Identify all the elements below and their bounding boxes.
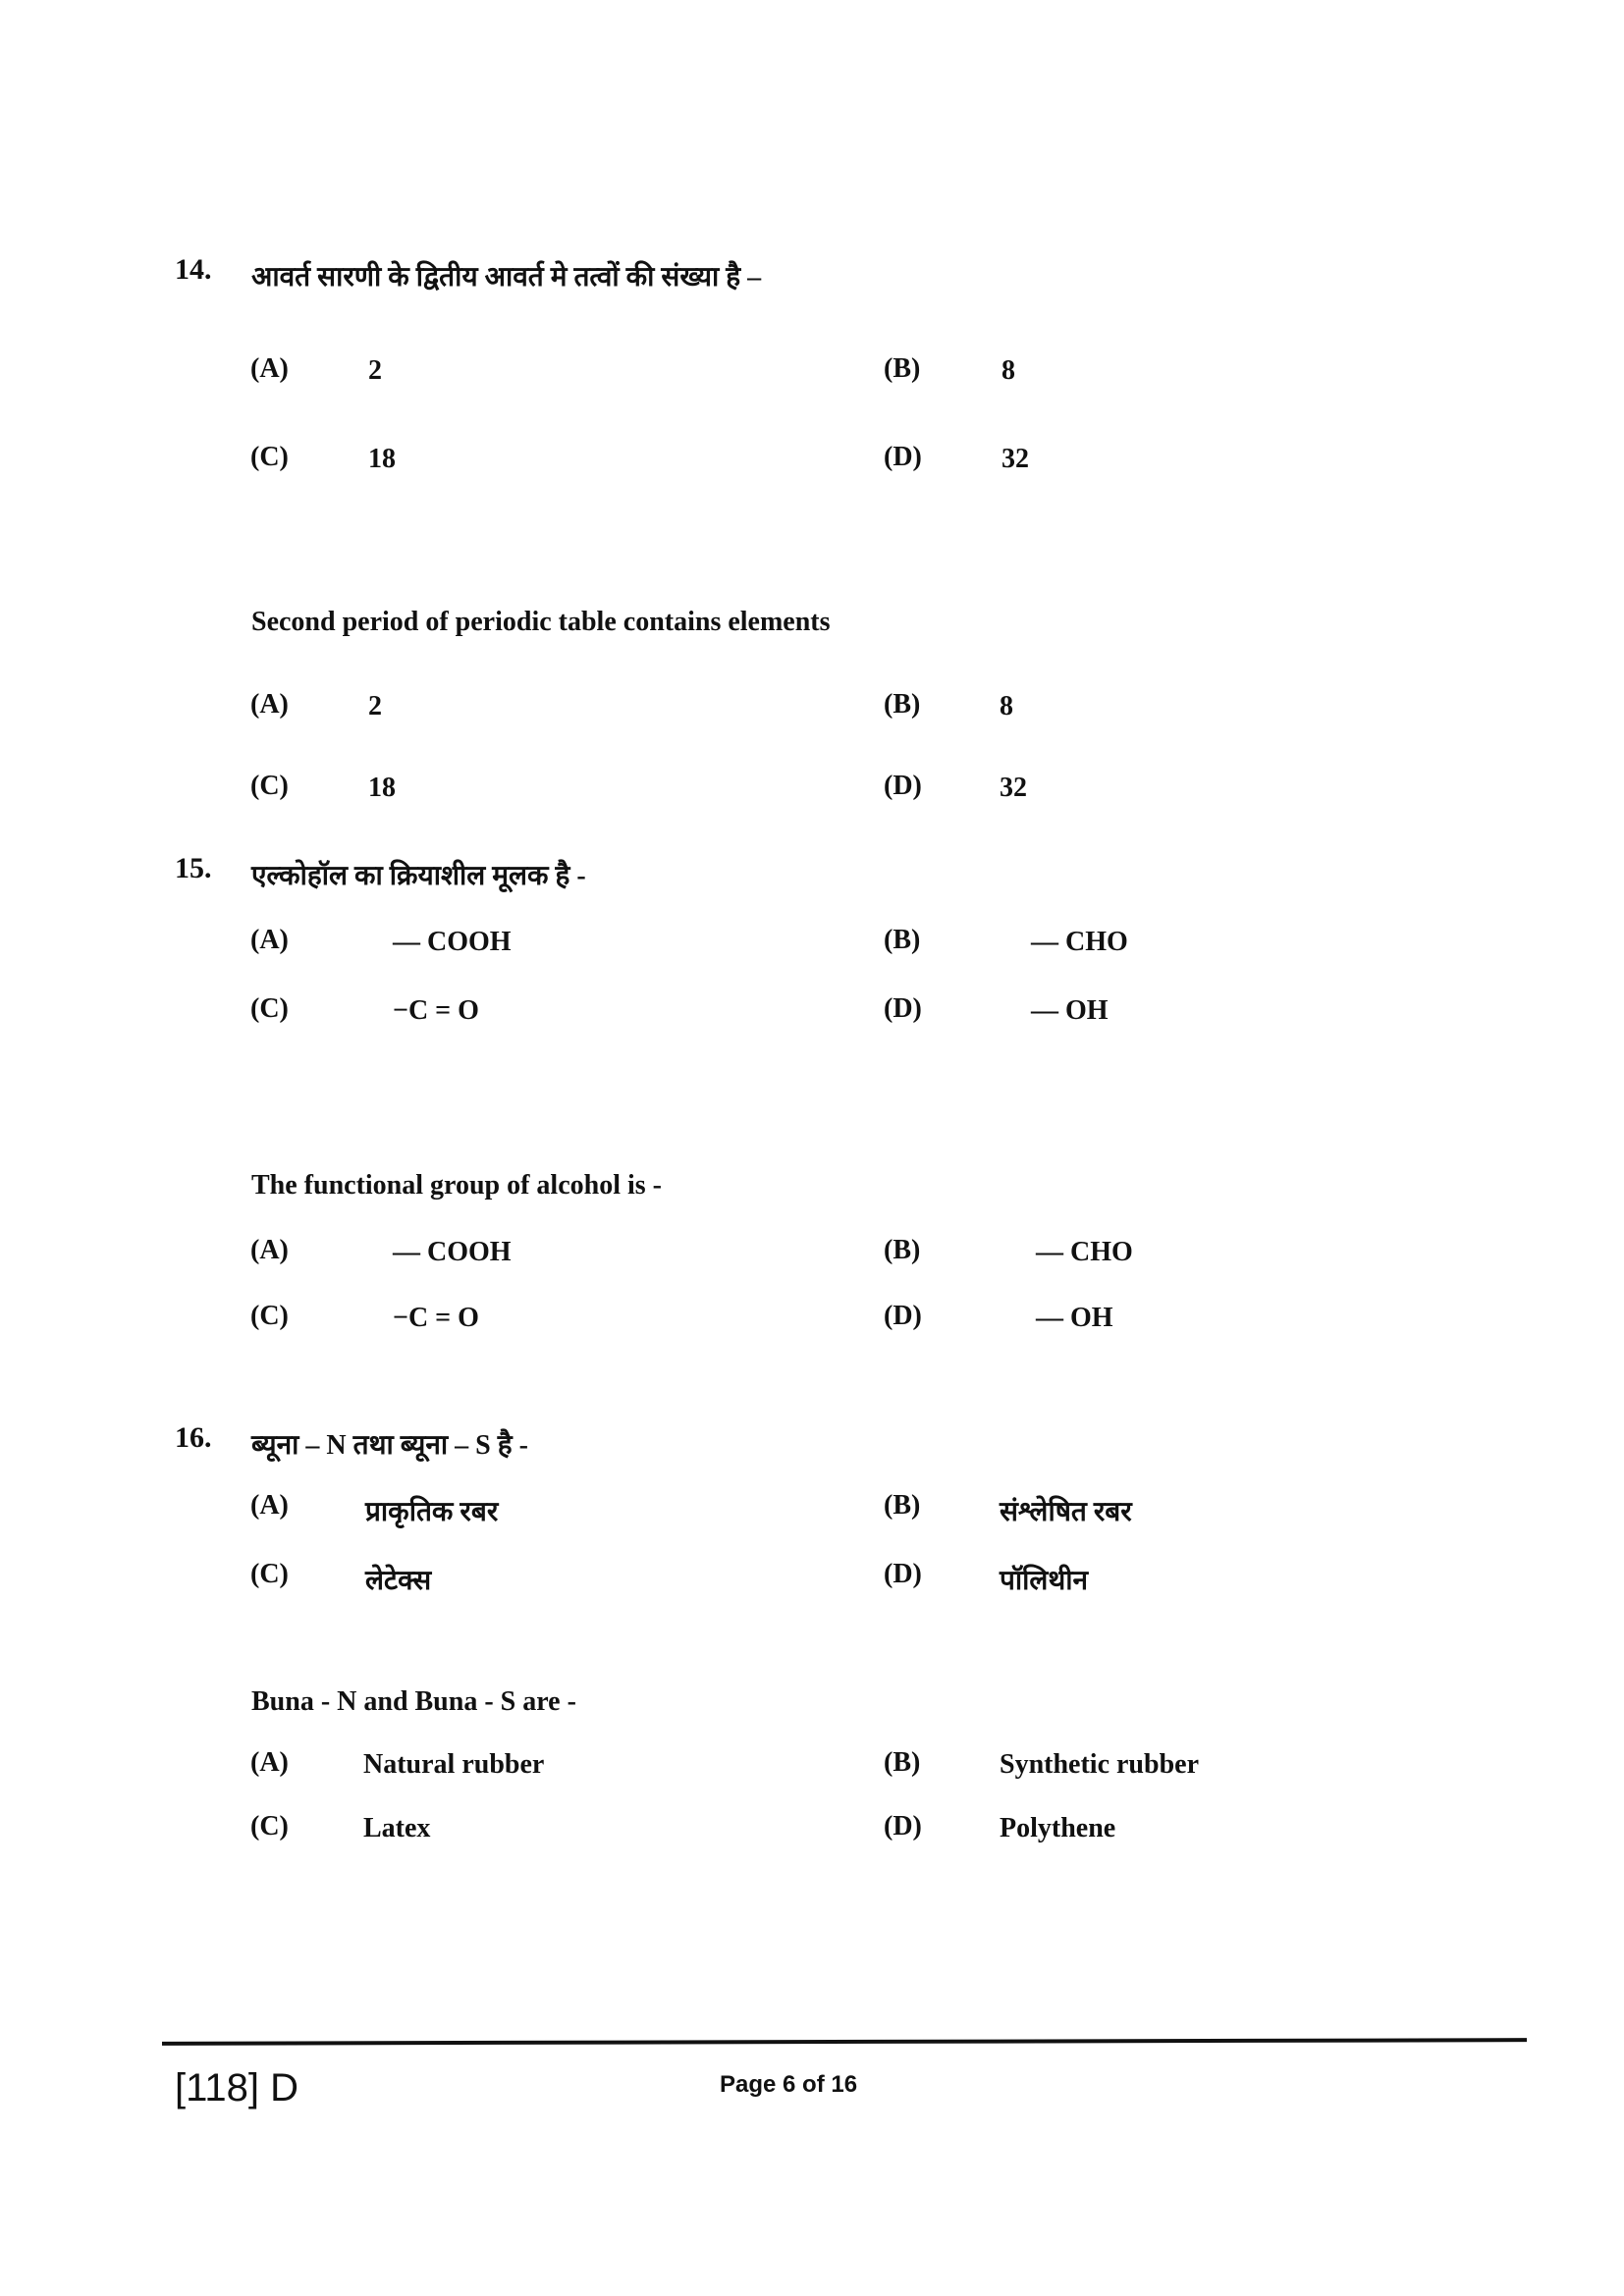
option-text: −C = O — [393, 1303, 479, 1333]
option-text: — CHO — [1036, 1237, 1133, 1267]
option-label: (C) — [250, 442, 289, 472]
option-label: (C) — [250, 1559, 289, 1589]
question-number: 16. — [175, 1421, 212, 1454]
paper-code: [118] D — [175, 2066, 298, 2109]
option-label: (A) — [250, 353, 289, 384]
option-text: 8 — [1000, 691, 1013, 721]
option-text: — OH — [1036, 1303, 1113, 1333]
option-text: — COOH — [393, 927, 512, 957]
option-label: (A) — [250, 1747, 289, 1778]
option-label: (B) — [884, 1490, 921, 1521]
question-stem-english: Buna - N and Buna - S are - — [251, 1686, 576, 1717]
option-text: Synthetic rubber — [1000, 1749, 1199, 1780]
option-label: (C) — [250, 1301, 289, 1331]
option-text: 32 — [1000, 773, 1027, 803]
option-label: (C) — [250, 1811, 289, 1842]
option-label: (D) — [884, 1559, 922, 1589]
option-text: 18 — [368, 444, 396, 474]
option-text: संश्लेषित रबर — [1000, 1497, 1132, 1527]
footer-divider — [162, 2038, 1527, 2046]
question-stem-english: The functional group of alcohol is - — [251, 1170, 662, 1201]
question-stem-english: Second period of periodic table contains elements — [251, 607, 831, 637]
option-label: (D) — [884, 1811, 922, 1842]
page-number: Page 6 of 16 — [720, 2071, 858, 2098]
option-text: प्राकृतिक रबर — [365, 1497, 499, 1527]
question-number: 14. — [175, 253, 212, 286]
option-text: लेटेक्स — [365, 1566, 432, 1596]
question-stem-hindi: आवर्त सारणी के द्वितीय आवर्त मे तत्वों की संख्या है – — [251, 262, 762, 293]
option-label: (A) — [250, 1490, 289, 1521]
option-text: Polythene — [1000, 1813, 1116, 1843]
option-label: (D) — [884, 771, 922, 801]
option-text: — COOH — [393, 1237, 512, 1267]
option-label: (D) — [884, 442, 922, 472]
option-label: (B) — [884, 1747, 921, 1778]
option-text: 32 — [1001, 444, 1029, 474]
question-stem-hindi: एल्कोहॉल का क्रियाशील मूलक है - — [251, 861, 586, 891]
question-number: 15. — [175, 852, 212, 884]
option-label: (D) — [884, 993, 922, 1024]
option-text: Natural rubber — [363, 1749, 545, 1780]
option-text: −C = O — [393, 995, 479, 1026]
option-text: 2 — [368, 355, 382, 386]
option-label: (B) — [884, 353, 921, 384]
option-label: (D) — [884, 1301, 922, 1331]
option-label: (B) — [884, 689, 921, 720]
option-label: (C) — [250, 771, 289, 801]
option-label: (C) — [250, 993, 289, 1024]
option-text: — CHO — [1031, 927, 1128, 957]
option-label: (A) — [250, 1235, 289, 1265]
option-text: — OH — [1031, 995, 1109, 1026]
question-stem-hindi: ब्यूना – N तथा ब्यूना – S है - — [251, 1430, 528, 1461]
option-text: 8 — [1001, 355, 1015, 386]
option-label: (B) — [884, 1235, 921, 1265]
option-text: Latex — [363, 1813, 431, 1843]
option-label: (A) — [250, 689, 289, 720]
option-text: पॉलिथीन — [1000, 1566, 1089, 1596]
option-label: (B) — [884, 925, 921, 955]
option-label: (A) — [250, 925, 289, 955]
option-text: 2 — [368, 691, 382, 721]
option-text: 18 — [368, 773, 396, 803]
